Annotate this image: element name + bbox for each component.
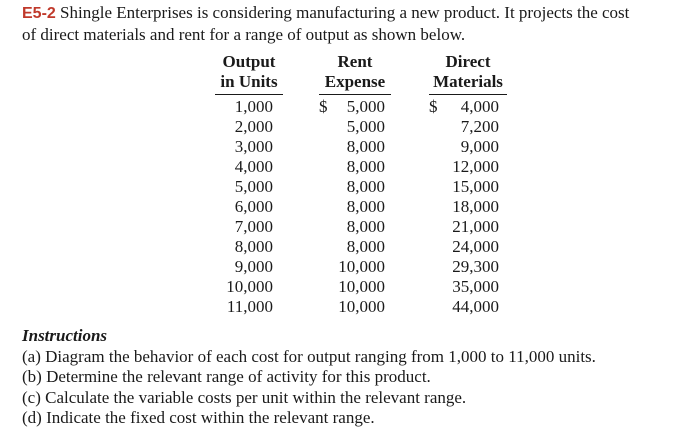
materials-cell: 9,000 <box>460 137 499 156</box>
output-header <box>215 52 283 95</box>
rent-header-line2: Expense <box>324 72 386 91</box>
output-header-line2: in Units <box>220 72 278 91</box>
rent-cell: 10,000 <box>338 297 385 316</box>
materials-cell: 44,000 <box>452 297 499 316</box>
instruction-a: (a) Diagram the behavior of each cost for output ranging from 1,000 to 11,000 units. <box>22 346 596 366</box>
materials-values <box>429 97 499 317</box>
rent-header-line1: Rent <box>337 52 373 71</box>
output-cell: 4,000 <box>234 157 273 176</box>
materials-cell: $ 4,000 <box>429 97 499 116</box>
output-column <box>215 52 283 317</box>
problem-text-1: Shingle Enterprises is considering manufacturing a new product. It projects the cost <box>60 3 630 22</box>
output-cell: 8,000 <box>234 237 273 256</box>
problem-statement <box>22 2 698 45</box>
materials-cell: 29,300 <box>452 257 499 276</box>
materials-cell: 21,000 <box>452 217 499 236</box>
output-cell: 1,000 <box>234 97 273 116</box>
output-values <box>215 97 273 317</box>
instructions-title: Instructions <box>22 326 108 345</box>
materials-cell: 12,000 <box>452 157 499 176</box>
rent-cell: 8,000 <box>346 197 385 216</box>
output-cell: 6,000 <box>234 197 273 216</box>
rent-cell: 8,000 <box>346 237 385 256</box>
problem-line-1 <box>22 2 698 24</box>
materials-cell: 18,000 <box>452 197 499 216</box>
instruction-b: (b) Determine the relevant range of activity for this product. <box>22 367 431 386</box>
output-cell: 3,000 <box>234 137 273 156</box>
rent-column <box>319 52 391 317</box>
problem-text-2: of direct materials and rent for a range of output as shown below. <box>22 25 466 44</box>
output-cell: 7,000 <box>234 217 273 236</box>
materials-cell: 24,000 <box>452 237 499 256</box>
output-cell: 9,000 <box>234 257 273 276</box>
rent-cell: 8,000 <box>346 157 385 176</box>
output-cell: 5,000 <box>234 177 273 196</box>
instructions <box>22 326 596 429</box>
output-cell: 10,000 <box>226 277 273 296</box>
rent-cell: 5,000 <box>346 117 385 136</box>
materials-cell: 7,200 <box>460 117 499 136</box>
rent-cell: 10,000 <box>338 277 385 296</box>
rent-cell: 8,000 <box>346 137 385 156</box>
output-header-line1: Output <box>222 52 276 71</box>
materials-cell: 35,000 <box>452 277 499 296</box>
output-cell: 11,000 <box>226 297 273 316</box>
materials-header <box>429 52 507 95</box>
materials-header-line2: Materials <box>433 72 503 91</box>
output-cell: 2,000 <box>234 117 273 136</box>
instruction-c: (c) Calculate the variable costs per unit within the relevant range. <box>22 387 467 407</box>
instruction-d: (d) Indicate the fixed cost within the relevant range. <box>22 408 375 427</box>
materials-column <box>429 52 507 317</box>
problem-number: E5-2 <box>22 5 56 22</box>
rent-cell: 8,000 <box>346 177 385 196</box>
materials-cell: 15,000 <box>452 177 499 196</box>
rent-header <box>319 52 391 95</box>
materials-header-line1: Direct <box>445 52 491 71</box>
rent-cell: $ 5,000 <box>319 97 385 116</box>
rent-values <box>319 97 385 317</box>
rent-cell: 10,000 <box>338 257 385 276</box>
rent-cell: 8,000 <box>346 217 385 236</box>
